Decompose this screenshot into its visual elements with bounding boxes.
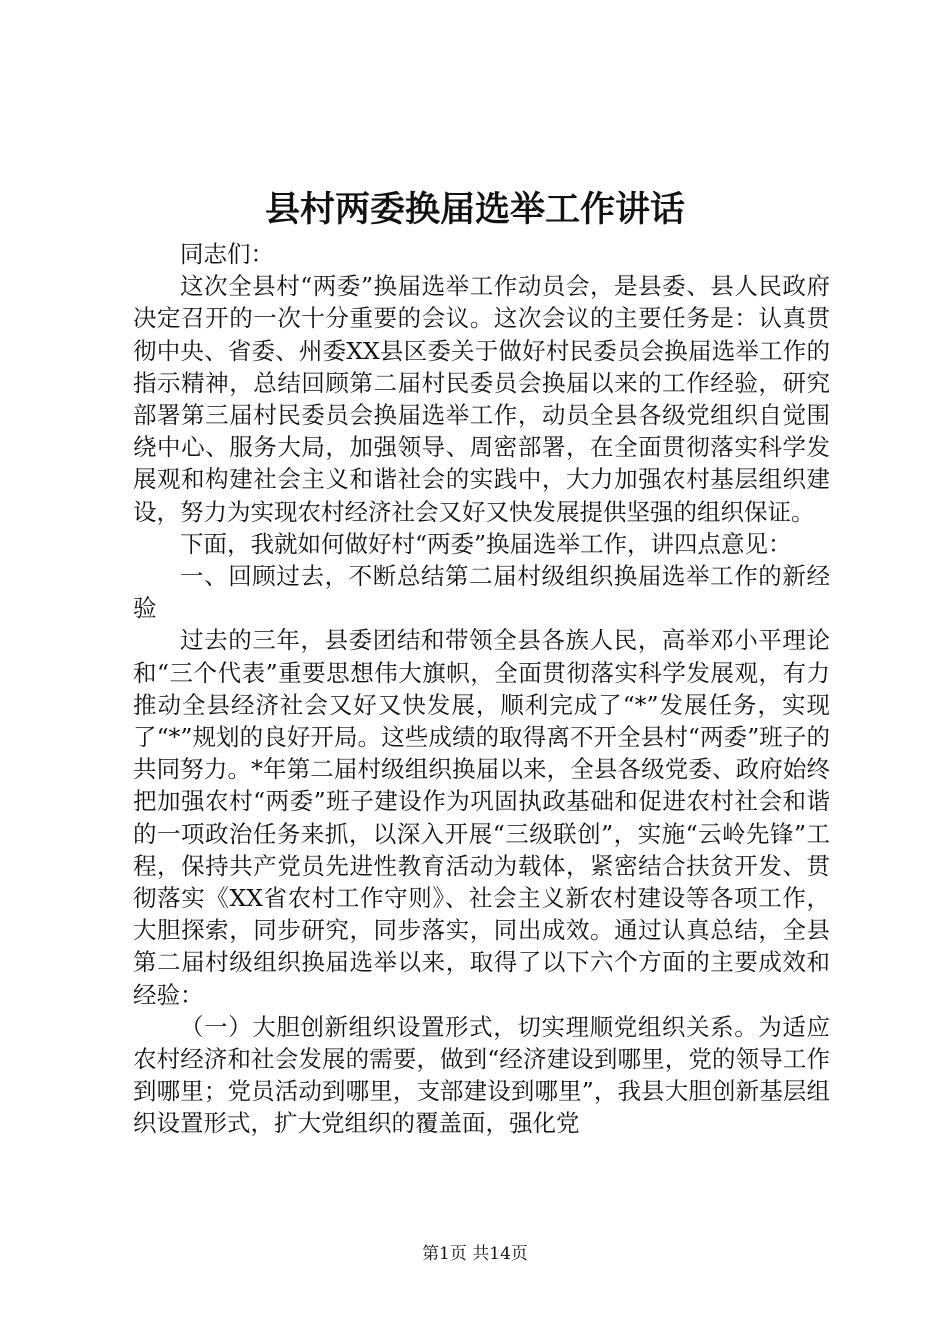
- paragraph-transition: 下面，我就如何做好村“两委”换届选举工作，讲四点意见：: [180, 529, 792, 558]
- paragraph-review: 过去的三年，县委团结和带领全县各族人民，高举邓小平理论和“三个代表”重要思想伟大旗帜，全面贯彻落实科学发展观，有力推动全县经济社会又好又快发展，顺利完成了“*”发展任务，实现了“*”规划的良好开局。这些成绩的取得离不开全县村“两委”班子的共同努力。*年第二届村级组织换届以来，全县各级党委、政府始终把加强农村“两委”班子建设作为巩固执政基础和促进农村社会和谐的一项政治任务来抓，以深入开展“三级联创”，实施“云岭先锋”工程，保持共产党员先进性教育活动为载体，紧密结合扶贫开发、贯彻落实《XX省农村工作守则》、社会主义新农村建设等各项工作，大胆探索，同步研究，同步落实，同出成效。通过认真总结，全县第二届村级组织换届选举以来，取得了以下六个方面的主要成效和经验：: [133, 626, 830, 1009]
- salutation: 同志们：: [180, 240, 274, 268]
- paragraph-subsection-1: （一）大胆创新组织设置形式，切实理顺党组织关系。为适应农村经济和社会发展的需要，做到“经济建设到哪里，党的领导工作到哪里；党员活动到哪里，支部建设到哪里”，我县大胆创新基层组织设置形式，扩大党组织的覆盖面，强化党: [133, 1012, 830, 1138]
- page-footer: 第1页 共14页: [422, 1244, 528, 1264]
- document-title: 县村两委换届选举工作讲话: [264, 190, 685, 230]
- paragraph-intro: 这次全县村“两委”换届选举工作动员会，是县委、县人民政府决定召开的一次十分重要的会议。这次会议的主要任务是：认真贯彻中央、省委、州委XX县区委关于做好村民委员会换届选举工作的指示精神，总结回顾第二届村民委员会换届以来的工作经验，研究部署第三届村民委员会换届选举工作，动员全县各级党组织自觉围绕中心、服务大局，加强领导、周密部署，在全面贯彻落实科学发展观和构建社会主义和谐社会的实践中，大力加强农村基层组织建设，努力为实现农村经济社会又好又快发展提供坚强的组织保证。: [133, 272, 830, 526]
- section-heading-1: 一、回顾过去，不断总结第二届村级组织换届选举工作的新经验: [133, 562, 830, 623]
- document-body: [133, 238, 830, 1140]
